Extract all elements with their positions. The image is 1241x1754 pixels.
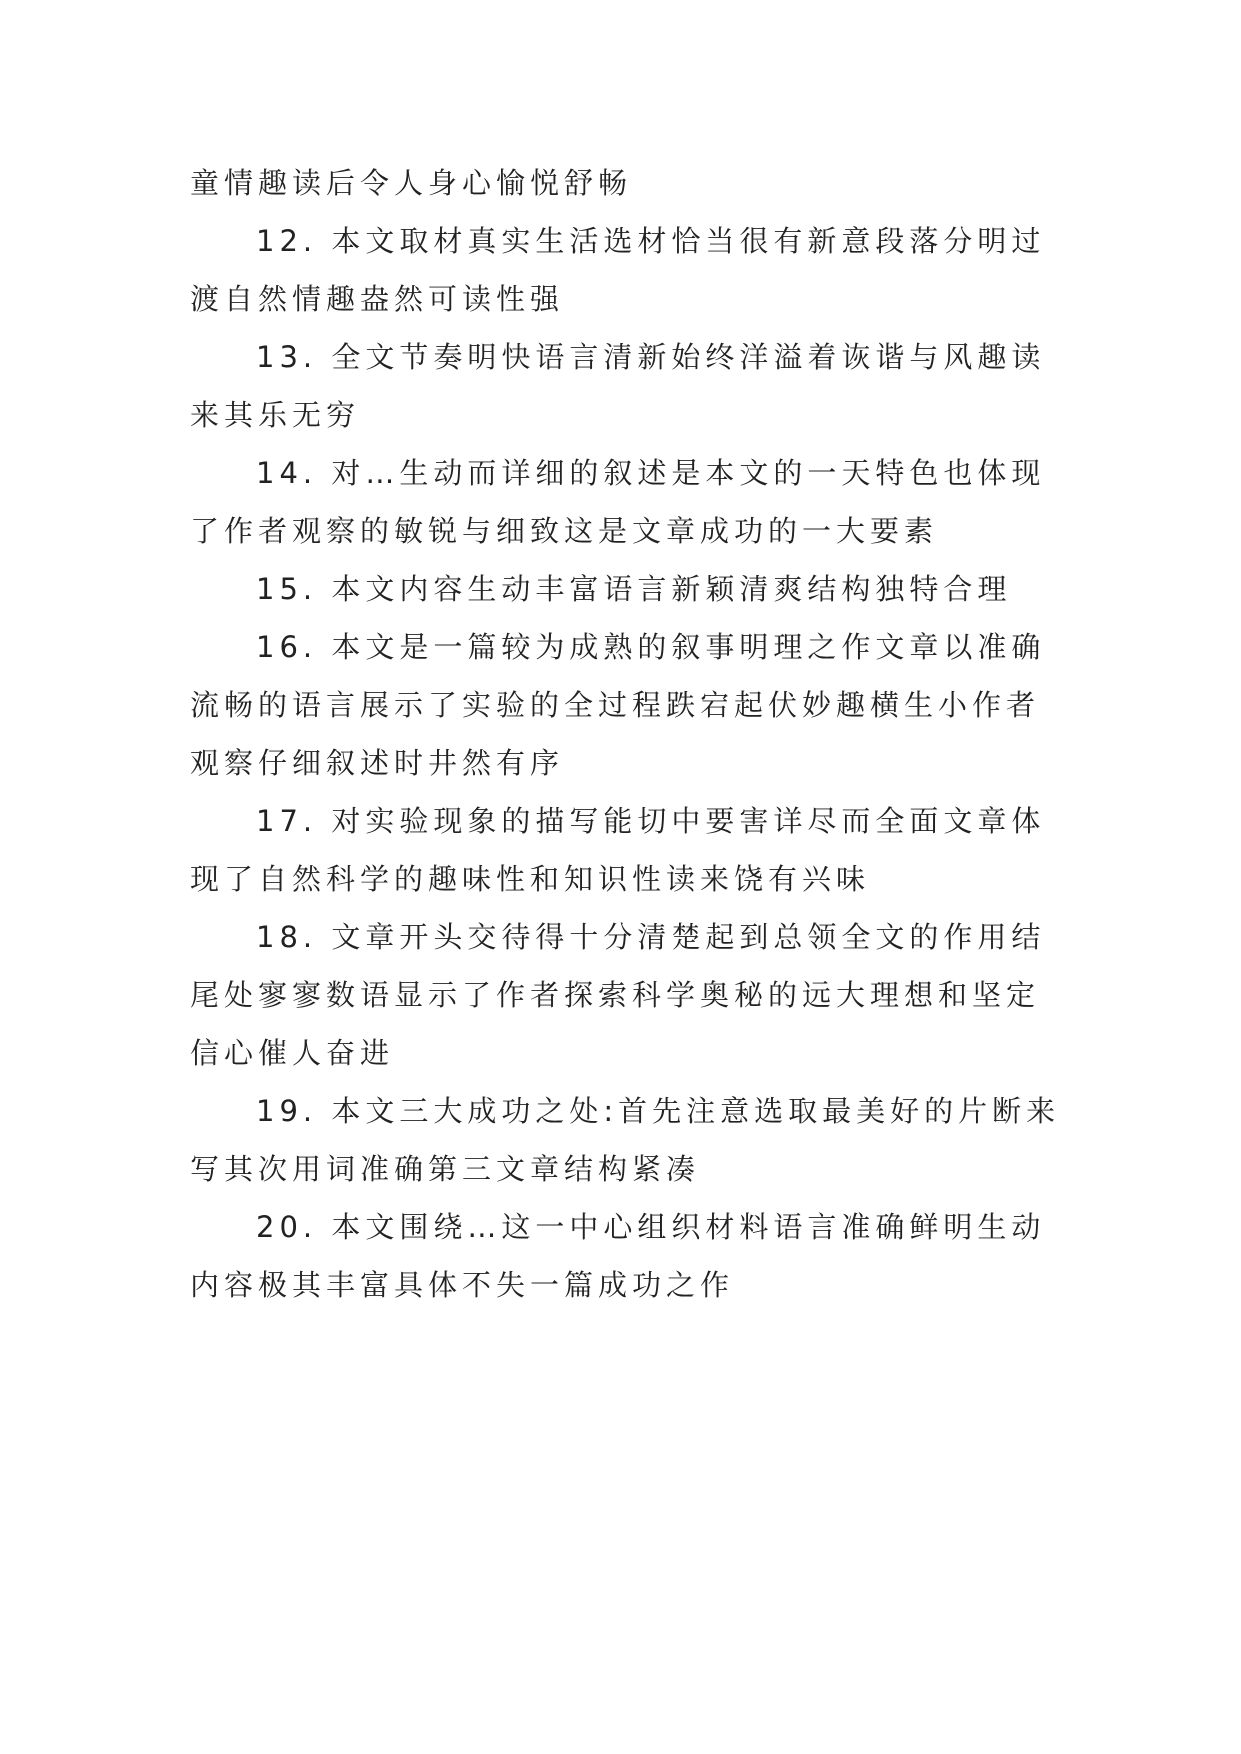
text-line: 来其乐无穷 — [190, 398, 361, 432]
paragraph-17-line: 17. 对实验现象的描写能切中要害详尽而全面文章体 — [256, 804, 1046, 838]
paragraph-16-line: 16. 本文是一篇较为成熟的叙事明理之作文章以准确 — [256, 630, 1046, 664]
text-line: 尾处寥寥数语显示了作者探索科学奥秘的远大理想和坚定 — [190, 978, 1041, 1012]
text-line: 流畅的语言展示了实验的全过程跌宕起伏妙趣横生小作者 — [190, 688, 1041, 722]
text-line: 了作者观察的敏锐与细致这是文章成功的一大要素 — [190, 514, 939, 548]
paragraph-15-line: 15. 本文内容生动丰富语言新颖清爽结构独特合理 — [256, 572, 1012, 606]
paragraph-20-line: 20. 本文围绕…这一中心组织材料语言准确鲜明生动 — [256, 1210, 1046, 1244]
paragraph-13-line: 13. 全文节奏明快语言清新始终洋溢着诙谐与风趣读 — [256, 340, 1046, 374]
paragraph-12-line: 12. 本文取材真实生活选材恰当很有新意段落分明过 — [256, 224, 1046, 258]
text-line: 现了自然科学的趣味性和知识性读来饶有兴味 — [190, 862, 871, 896]
paragraph-19-line: 19. 本文三大成功之处:首先注意选取最美好的片断来 — [256, 1094, 1061, 1128]
text-line: 渡自然情趣盎然可读性强 — [190, 282, 565, 316]
text-line: 观察仔细叙述时井然有序 — [190, 746, 565, 780]
text-line: 内容极其丰富具体不失一篇成功之作 — [190, 1268, 735, 1302]
document-body — [190, 154, 1070, 1314]
paragraph-14-line: 14. 对…生动而详细的叙述是本文的一天特色也体现 — [256, 456, 1046, 490]
text-line: 写其次用词准确第三文章结构紧凑 — [190, 1152, 701, 1186]
text-line: 童情趣读后令人身心愉悦舒畅 — [190, 166, 633, 200]
paragraph-18-line: 18. 文章开头交待得十分清楚起到总领全文的作用结 — [256, 920, 1046, 954]
text-line: 信心催人奋进 — [190, 1036, 395, 1070]
